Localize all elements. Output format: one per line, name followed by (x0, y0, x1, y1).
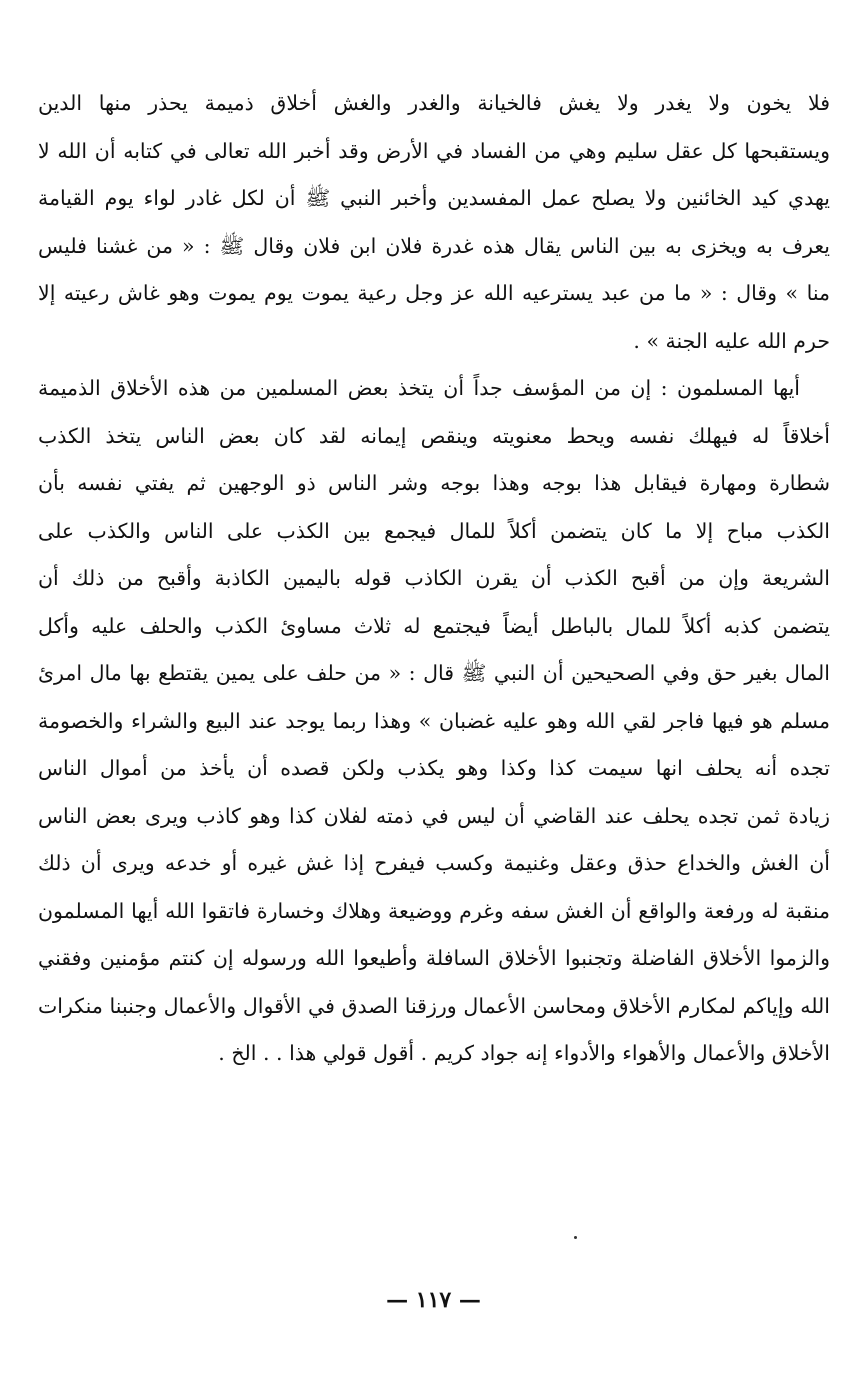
text-line: الكذب مباح إلا ما كان يتضمن أكلاً للمال فيجمع بين الكذب على الناس والكذب على (38, 518, 830, 543)
text-line: شطارة ومهارة فيقابل هذا بوجه وهذا بوجه وشر الناس ذو الوجهين ثم يفتي نفسه بأن (38, 471, 830, 495)
text-line: يعرف به ويخزى به بين الناس يقال هذه غدرة فلان ابن فلان وقال ﷺ : « من غشنا فليس (38, 233, 830, 258)
text-line: أخلاقاً له فيهلك نفسه ويحط معنويته وينقص إيمانه لقد كان بعض الناس يتخذ الكذب (38, 423, 830, 448)
text-line: زيادة ثمن تجده يحلف عند القاضي أن ليس في ذمته لفلان كذا وهو كاذب ويرى بعض الناس (38, 803, 830, 828)
page-number: — ١١٧ — (386, 1287, 481, 1313)
text-line: يهدي كيد الخائنين ولا يصلح عمل المفسدين وأخبر النبي ﷺ أن لكل غادر لواء يوم القيامة (38, 186, 830, 210)
text-line: فلا يخون ولا يغدر ولا يغش فالخيانة والغدر والغش أخلاق ذميمة يحذر منها الدين (38, 91, 830, 115)
text-line: منقبة له ورفعة والواقع أن الغش سفه وغرم ووضيعة وهلاك وخسارة فاتقوا الله أيها المسلمون (38, 898, 830, 923)
paragraph-start-line: أيها المسلمون : إن من المؤسف جداً أن يتخذ بعض المسلمين من هذه الأخلاق الذميمة (38, 376, 800, 400)
text-line: المال بغير حق وفي الصحيحين أن النبي ﷺ قال : « من حلف على يمين يقتطع بها مال امرئ (38, 661, 830, 685)
text-line: ويستقبحها كل عقل سليم وهي من الفساد في الأرض وقد أخبر الله تعالى في كتابه أن الله لا (38, 138, 830, 163)
text-line: والزموا الأخلاق الفاضلة وتجنبوا الأخلاق السافلة وأطيعوا الله ورسوله إن كنتم مؤمنين وفقني (38, 946, 830, 970)
paragraph-end-line: حرم الله عليه الجنة » . (633, 328, 830, 353)
scan-speck (574, 1236, 577, 1239)
text-line: منا » وقال : « ما من عبد يسترعيه الله عز وجل رعية يموت يوم يموت وهو غاش رعيته إلا (38, 281, 830, 305)
text-line: مسلم هو فيها فاجر لقي الله وهو عليه غضبان » وهذا ربما يوجد عند البيع والشراء والخصومة (38, 708, 830, 733)
text-line: الله وإياكم لمكارم الأخلاق ومحاسن الأعمال ورزقنا الصدق في الأقوال والأعمال وجنبنا منكرات (38, 993, 830, 1018)
paragraph-end-line: الأخلاق والأعمال والأهواء والأدواء إنه جواد كريم . أقول قولي هذا . . الخ . (218, 1041, 830, 1065)
body-text (38, 80, 830, 1078)
text-line: الشريعة وإن من أقبح الكذب أن يقرن الكاذب قوله باليمين الكاذبة وأقبح من ذلك أن (38, 566, 830, 590)
text-line: يتضمن كذبه أكلاً للمال بالباطل أيضاً فيجتمع له ثلاث مساوئ الكذب والحلف عليه وأكل (38, 613, 830, 638)
text-line: أن الغش والخداع حذق وعقل وغنيمة وكسب فيفرح إذا غش غيره أو خدعه ويرى أن ذلك (38, 851, 830, 875)
text-line: تجده أنه يحلف انها سيمت كذا وكذا وهو يكذب ولكن قصده أن يأخذ من أموال الناس (38, 756, 830, 780)
